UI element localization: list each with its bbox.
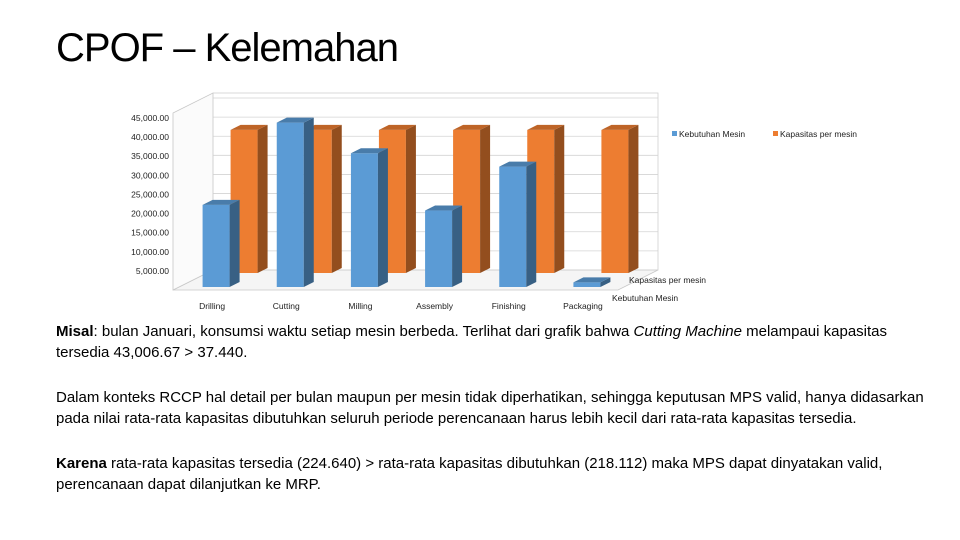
y-tick-label: 25,000.00 [131, 189, 169, 200]
bar-front [601, 130, 628, 273]
x-axis-labels [199, 301, 603, 311]
p1-text-a: : bulan Januari, konsumsi waktu setiap mesin berbeda. Terlihat dari grafik bahwa [93, 323, 634, 340]
y-tick-label: 10,000.00 [131, 246, 169, 257]
y-axis-labels [131, 113, 169, 276]
legend-swatch [773, 131, 778, 136]
depth-axis-label: Kebutuhan Mesin [612, 293, 679, 303]
bar-side [230, 200, 240, 287]
bar-front [203, 205, 230, 287]
bar-side [406, 125, 416, 273]
x-tick-label: Finishing [491, 301, 526, 311]
x-tick-label: Cutting [272, 301, 300, 311]
x-tick-label: Drilling [199, 301, 226, 311]
x-tick-label: Milling [348, 301, 373, 311]
bar-front [425, 211, 452, 287]
depth-axis-label: Kapasitas per mesin [629, 275, 707, 285]
legend-swatch [672, 131, 677, 136]
chart-legend [672, 129, 857, 139]
bar-front [573, 282, 600, 287]
x-tick-label: Packaging [563, 301, 603, 311]
x-tick-label: Assembly [416, 301, 454, 311]
legend-label: Kapasitas per mesin [780, 129, 858, 139]
p3-text: rata-rata kapasitas tersedia (224.640) > rata-rata kapasitas dibutuhkan (218.112) maka MPS dapat dinyatakan valid, perencanaan dapat dilanjutkan ke MRP. [56, 455, 883, 493]
label-misal: Misal [56, 323, 94, 340]
chart-bars [203, 118, 639, 287]
bar-front [351, 153, 378, 287]
paragraph-conclusion [56, 454, 926, 495]
bar-side [378, 148, 388, 287]
gridline [173, 98, 658, 118]
p1-italic: Cutting Machine [633, 323, 742, 340]
bar-front [499, 167, 526, 287]
bar-side [332, 125, 342, 273]
bar-side [304, 118, 314, 287]
bar-front [277, 123, 304, 287]
p1-text-b: melampaui kapasitas tersedia 43,006.67 > 37.440. [56, 323, 888, 361]
y-tick-label: 35,000.00 [131, 151, 169, 162]
y-tick-label: 40,000.00 [131, 132, 169, 143]
paragraph-rccp: Dalam konteks RCCP hal detail per bulan maupun per mesin tidak diperhatikan, sehingga keputusan MPS valid, hanya didasarkan pada nilai rata-rata kapasitas dibutuhkan seluruh periode perencanaan harus lebih kecil dari rata-rata kapasitas tersedia. [56, 389, 924, 427]
y-tick-label: 15,000.00 [131, 227, 169, 238]
bar-side [554, 125, 564, 273]
bar-side [628, 125, 638, 273]
paragraph-example [56, 322, 926, 363]
y-tick-label: 20,000.00 [131, 208, 169, 219]
y-tick-label: 45,000.00 [131, 113, 169, 123]
bar-side [480, 125, 490, 273]
page-title: CPOF – Kelemahan [56, 26, 398, 70]
bar-side [258, 125, 268, 273]
y-tick-label: 30,000.00 [131, 170, 169, 181]
legend-label: Kebutuhan Mesin [679, 129, 746, 139]
bar-side [526, 162, 536, 287]
label-karena: Karena [56, 455, 107, 472]
y-tick-label: 5,000.00 [135, 265, 169, 276]
bar-side [452, 206, 462, 287]
